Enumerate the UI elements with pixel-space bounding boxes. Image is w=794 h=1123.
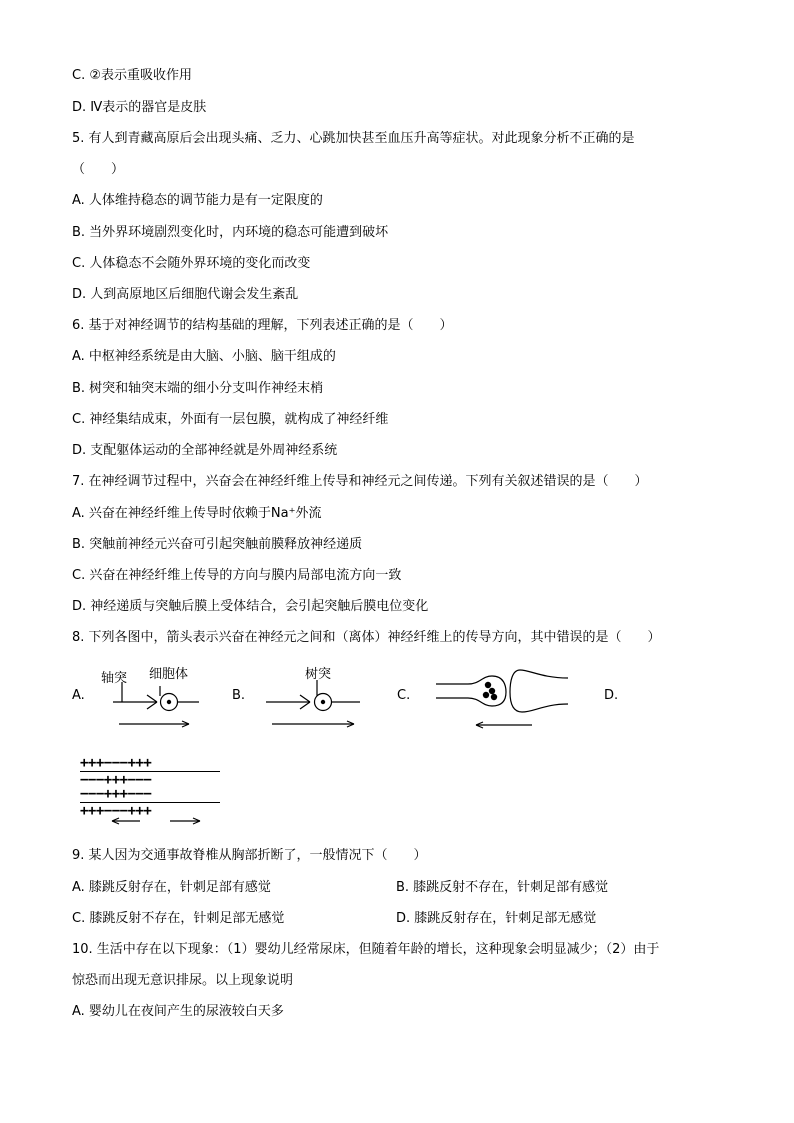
cell-body-label: 细胞体	[149, 667, 189, 682]
axon-label: 轴突	[101, 671, 128, 686]
option-5b: B. 当外界环境剧烈变化时，内环境的稳态可能遭到破坏	[72, 225, 389, 240]
option-9b: B. 膝跳反射不存在，针刺足部有感觉	[396, 880, 609, 895]
question-5-stem: 5. 有人到青藏高原后会出现头痛、乏力、心跳加快甚至血压升高等症状。对此现象分析不正确的是	[72, 131, 635, 146]
question-10-stem-cont: 惊恐而出现无意识排尿。以上现象说明	[72, 973, 294, 988]
option-5d: D. 人到高原地区后细胞代谢会发生紊乱	[72, 287, 299, 302]
dendrite-label: 树突	[305, 667, 332, 682]
option-4d: D. Ⅳ表示的器官是皮肤	[72, 100, 207, 115]
figure-b-neuron	[262, 680, 372, 730]
membrane-row-1: +++−−−+++	[80, 755, 152, 771]
figure-option-d-label: D.	[604, 688, 619, 703]
option-6d: D. 支配躯体运动的全部神经就是外周神经系统	[72, 443, 338, 458]
figure-option-a-label: A.	[72, 688, 85, 703]
question-7-stem: 7. 在神经调节过程中，兴奋会在神经纤维上传导和神经元之间传递。下列有关叙述错误的是（ ）	[72, 474, 648, 489]
option-7c: C. 兴奋在神经纤维上传导的方向与膜内局部电流方向一致	[72, 568, 402, 583]
option-6c: C. 神经集结成束，外面有一层包膜，就构成了神经纤维	[72, 412, 389, 427]
figure-option-b-label: B.	[232, 688, 246, 703]
option-4c: C. ②表示重吸收作用	[72, 68, 192, 83]
figure-d-arrows	[108, 814, 208, 828]
question-6-stem: 6. 基于对神经调节的结构基础的理解，下列表述正确的是（ ）	[72, 318, 453, 333]
option-5a: A. 人体维持稳态的调节能力是有一定限度的	[72, 193, 323, 208]
option-7d: D. 神经递质与突触后膜上受体结合，会引起突触后膜电位变化	[72, 599, 429, 614]
option-5c: C. 人体稳态不会随外界环境的变化而改变	[72, 256, 311, 271]
question-5-blank: （ ）	[72, 162, 125, 177]
option-9d: D. 膝跳反射存在，针刺足部无感觉	[396, 911, 597, 926]
question-10-stem: 10. 生活中存在以下现象：（1）婴幼儿经常尿床，但随着年龄的增长，这种现象会明显减少；（2）由于	[72, 942, 660, 957]
question-8-stem: 8. 下列各图中，箭头表示兴奋在神经元之间和（离体）神经纤维上的传导方向，其中错误的是（ ）	[72, 630, 661, 645]
option-7a: A. 兴奋在神经纤维上传导时依赖于Na⁺外流	[72, 506, 322, 521]
figure-d-membrane	[80, 756, 220, 818]
option-6b: B. 树突和轴突末端的细小分支叫作神经末梢	[72, 381, 324, 396]
figure-c-synapse	[432, 664, 572, 730]
figure-option-c-label: C.	[397, 688, 411, 703]
membrane-row-4: +++−−−+++	[80, 803, 152, 819]
membrane-row-3: −−−+++−−−	[80, 786, 152, 802]
option-6a: A. 中枢神经系统是由大脑、小脑、脑干组成的	[72, 349, 336, 364]
option-9c: C. 膝跳反射不存在，针刺足部无感觉	[72, 911, 285, 926]
question-9-stem: 9. 某人因为交通事故脊椎从胸部折断了，一般情况下（ ）	[72, 848, 427, 863]
option-7b: B. 突触前神经元兴奋可引起突触前膜释放神经递质	[72, 537, 363, 552]
membrane-row-2: −−−+++−−−	[80, 772, 152, 788]
option-10a: A. 婴幼儿在夜间产生的尿液较白天多	[72, 1004, 284, 1019]
figure-a-neuron	[105, 680, 205, 730]
option-9a: A. 膝跳反射存在，针刺足部有感觉	[72, 880, 271, 895]
